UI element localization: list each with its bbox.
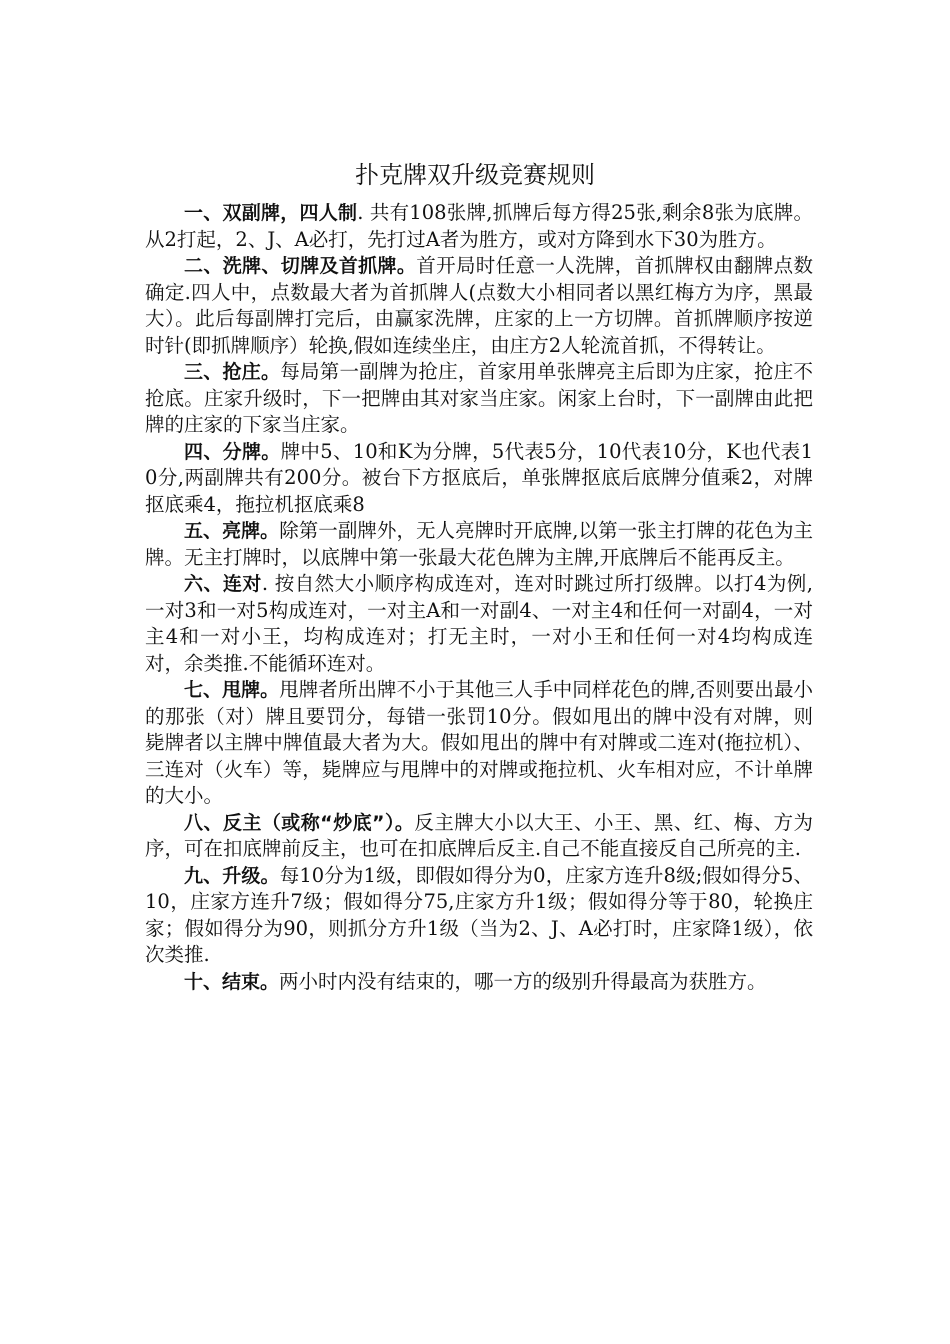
- rule-text: . 按自然大小顺序构成连对，连对时跳过所打级牌。以打4为例,一对3和一对5构成连对，一对主A和一对副4、一对主4和任何一对副4，一对主4和一对小王，均构成连对；打无主时，一对小王和任何一对4均构成连对，余类推.不能循环连对。: [145, 572, 813, 675]
- rule-text: 甩牌者所出牌不小于其他三人手中同样花色的牌,否则要出最小的那张（对）牌且要罚分，每错一张罚10分。假如甩出的牌中没有对牌，则毙牌者以主牌中牌值最大者为大。假如甩出的牌中有对牌或二连对(拖拉机）、三连对（火车）等，毙牌应与甩牌中的对牌或拖拉机、火车相对应，不计单牌的大小。: [145, 678, 813, 807]
- rules-body: [145, 200, 813, 995]
- rule-heading: 四、分牌。: [184, 440, 281, 463]
- rule-section-9: [145, 863, 813, 969]
- rule-heading: 九、升级。: [184, 864, 280, 887]
- rule-text: 首开局时任意一人洗牌，首抓牌权由翻牌点数确定.四人中，点数最大者为首抓牌人(点数大小相同者以黑红梅方为序，黑最大）。此后每副牌打完后，由赢家洗牌，庄家的上一方切牌。首抓牌顺序按逆时针(即抓牌顺序）轮换,假如连续坐庄，由庄方2人轮流首抓，不得转让。: [145, 254, 813, 357]
- rule-section-1: [145, 200, 813, 253]
- rule-text: 两小时内没有结束的，哪一方的级别升得最高为获胜方。: [279, 969, 767, 993]
- rule-section-5: [145, 518, 813, 571]
- rule-text: 除第一副牌外，无人亮牌时开底牌,以第一张主打牌的花色为主牌。无主打牌时，以底牌中第一张最大花色牌为主牌,开底牌后不能再反主。: [145, 519, 813, 569]
- rule-heading: 五、亮牌。: [184, 520, 280, 542]
- rule-text: 每局第一副牌为抢庄，首家用单张牌亮主后即为庄家，抢庄不抢底。庄家升级时，下一把牌由其对家当庄家。闲家上台时，下一副牌由此把牌的庄家的下家当庄家。: [145, 360, 813, 436]
- rule-heading: 六、连对: [184, 573, 262, 595]
- rule-section-6: [145, 571, 813, 677]
- rule-text: 反主牌大小以大王、小王、黑、红、梅、方为序，可在扣底牌前反主，也可在扣底牌后反主.自己不能直接反自己所亮的主.: [145, 810, 813, 860]
- rule-text: . 共有108张牌,抓牌后每方得25张,剩余8张为底牌。从2打起，2、J、A必打，先打过A者为胜方，或对方降到水下30为胜方。: [145, 201, 813, 251]
- rule-section-7: [145, 677, 813, 810]
- document-title: 扑克牌双升级竞赛规则: [355, 161, 595, 189]
- rule-text: 每10分为1级，即假如得分为0，庄家方连升8级;假如得分5、10，庄家方连升7级；假如得分75,庄家方升1级；假如得分等于80，轮换庄家；假如得分为90，则抓分方升1级（当为2、J、A必打时，庄家降1级），依次类推.: [145, 863, 813, 966]
- rule-heading: 三、抢庄。: [184, 361, 281, 383]
- rule-section-4: [145, 439, 813, 519]
- rule-heading: 十、结束。: [184, 970, 280, 993]
- rule-heading: 七、甩牌。: [184, 679, 280, 701]
- rule-heading: 八、反主（或称“炒底”）。: [184, 811, 415, 834]
- rule-heading: 二、洗牌、切牌及首抓牌。: [184, 255, 417, 277]
- rule-heading: 一、双副牌，四人制: [184, 202, 358, 224]
- rule-section-10: [145, 969, 813, 996]
- rule-section-3: [145, 359, 813, 439]
- rule-text: 牌中5、10和K为分牌，5代表5分，10代表10分，K也代表10分,两副牌共有200分。被台下方抠底后，单张牌抠底后底牌分值乘2，对牌抠底乘4，拖拉机抠底乘8: [145, 439, 813, 516]
- rule-section-8: [145, 810, 813, 863]
- rule-section-2: [145, 253, 813, 359]
